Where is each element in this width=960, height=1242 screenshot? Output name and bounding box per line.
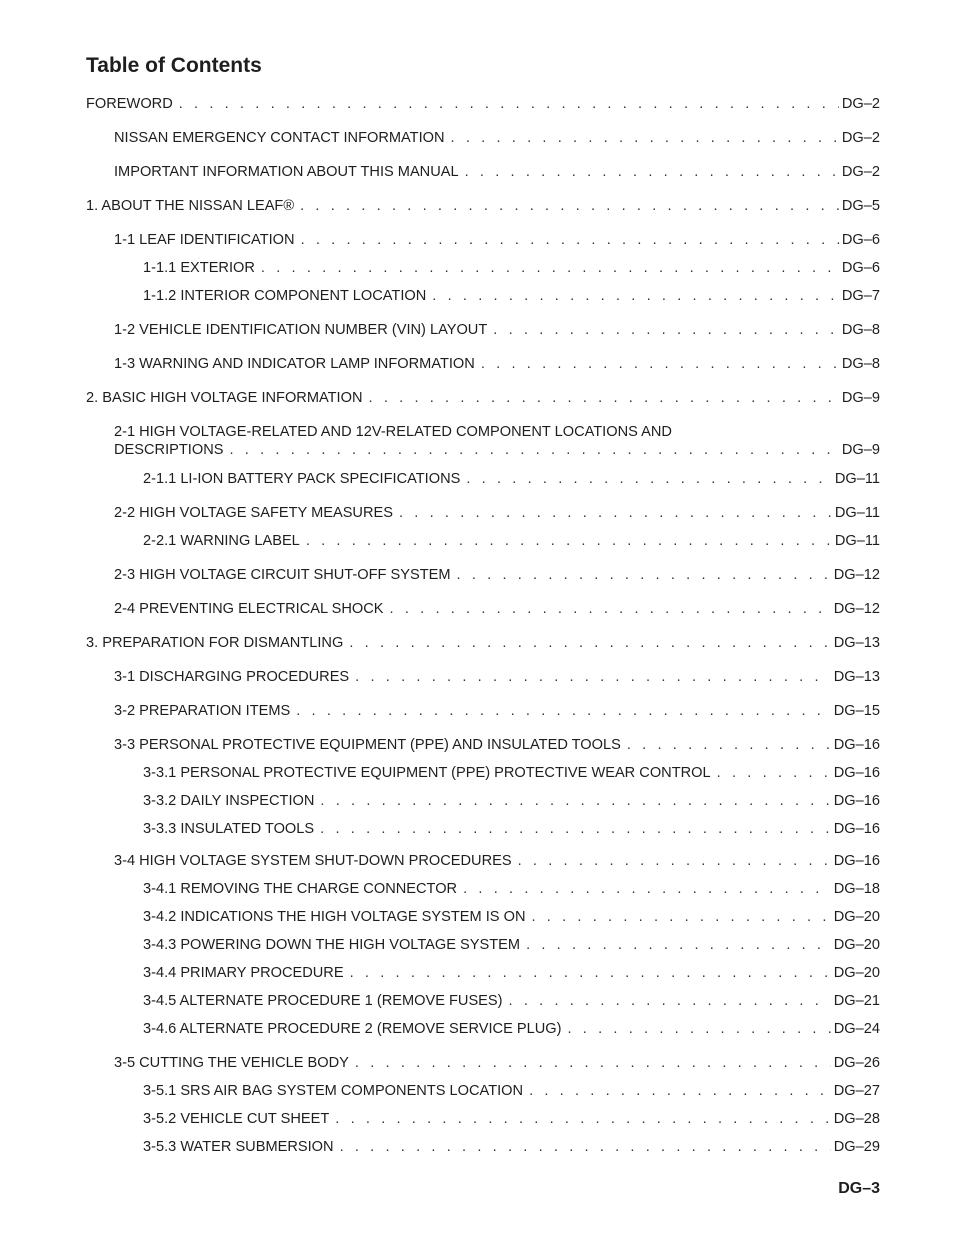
dot-leader (320, 820, 831, 838)
dot-leader (350, 964, 831, 982)
toc-entry-page: DG–20 (833, 965, 880, 981)
dot-leader (335, 1110, 830, 1128)
dot-leader (465, 163, 839, 181)
toc-entry-label: 3-3 PERSONAL PROTECTIVE EQUIPMENT (PPE) AND INSULATED TOOLS (114, 737, 621, 753)
toc-entry-label: 1-3 WARNING AND INDICATOR LAMP INFORMATION (114, 356, 475, 372)
dot-leader (300, 197, 839, 215)
dot-leader (355, 668, 831, 686)
toc-entry-page: DG–16 (833, 821, 880, 837)
toc-entry[interactable] (143, 532, 880, 550)
toc-entry-label: 3-1 DISCHARGING PROCEDURES (114, 669, 350, 685)
toc-entry-page: DG–16 (833, 737, 880, 753)
page-title: Table of Contents (86, 54, 262, 77)
toc-entry-page: DG–16 (833, 793, 880, 809)
toc-entry[interactable] (114, 736, 880, 754)
toc-entry-label: 3-5.1 SRS AIR BAG SYSTEM COMPONENTS LOCATION (143, 1083, 524, 1099)
toc-entry[interactable] (143, 259, 880, 277)
toc-entry-page: DG–11 (834, 533, 880, 549)
toc-entry[interactable] (114, 441, 880, 459)
toc-entry-label: 1-2 VEHICLE IDENTIFICATION NUMBER (VIN) LAYOUT (114, 322, 488, 338)
toc-entry-page: DG–27 (833, 1083, 880, 1099)
toc-entry-label: 1-1.1 EXTERIOR (143, 260, 255, 276)
toc-entry[interactable] (143, 1082, 880, 1100)
toc-entry-label: 2-3 HIGH VOLTAGE CIRCUIT SHUT-OFF SYSTEM (114, 567, 451, 583)
toc-entry[interactable] (86, 95, 880, 113)
toc-entry-label: 2-4 PREVENTING ELECTRICAL SHOCK (114, 601, 384, 617)
toc-entry[interactable] (114, 355, 880, 373)
toc-entry-page: DG–8 (841, 356, 880, 372)
toc-entry-label: 3-4.5 ALTERNATE PROCEDURE 1 (REMOVE FUSES) (143, 993, 503, 1009)
toc-entry-label: NISSAN EMERGENCY CONTACT INFORMATION (114, 130, 445, 146)
dot-leader (457, 566, 831, 584)
toc-entry-page: DG–9 (841, 390, 880, 406)
toc-entry[interactable] (114, 321, 880, 339)
toc-entry-label: 1-1.2 INTERIOR COMPONENT LOCATION (143, 288, 427, 304)
toc-entry[interactable] (143, 992, 880, 1010)
toc-entry[interactable] (143, 470, 880, 488)
dot-leader (567, 1020, 830, 1038)
toc-entry[interactable] (143, 764, 880, 782)
dot-leader (529, 1082, 831, 1100)
toc-entry-label: 3. PREPARATION FOR DISMANTLING (86, 635, 344, 651)
toc-entry[interactable] (114, 1054, 880, 1072)
toc-entry[interactable] (143, 1110, 880, 1128)
toc-entry-label: FOREWORD (86, 96, 173, 112)
toc-entry-page: DG–11 (834, 505, 880, 521)
toc-entry[interactable] (86, 634, 880, 652)
toc-entry-label: 3-4.1 REMOVING THE CHARGE CONNECTOR (143, 881, 458, 897)
toc-entry[interactable] (86, 197, 880, 215)
toc-entry-page: DG–11 (834, 471, 880, 487)
dot-leader (306, 532, 832, 550)
page-number: DG–3 (838, 1180, 880, 1197)
toc-entry-label: 3-3.2 DAILY INSPECTION (143, 793, 315, 809)
toc-entry[interactable] (114, 231, 880, 249)
toc-entry-label: 2-1.1 LI-ION BATTERY PACK SPECIFICATIONS (143, 471, 461, 487)
toc-entry-page: DG–16 (833, 765, 880, 781)
dot-leader (526, 936, 831, 954)
toc-entry[interactable] (114, 129, 880, 147)
dot-leader (509, 992, 831, 1010)
dot-leader (369, 389, 839, 407)
toc-entry-page: DG–7 (841, 288, 880, 304)
toc-entry[interactable] (143, 820, 880, 838)
dot-leader (531, 908, 830, 926)
toc-entry-page: DG–16 (833, 853, 880, 869)
toc-entry-page: DG–20 (833, 937, 880, 953)
toc-entry-label: 3-5 CUTTING THE VEHICLE BODY (114, 1055, 349, 1071)
toc-entry[interactable] (114, 600, 880, 618)
dot-leader (399, 504, 832, 522)
toc-entry-page: DG–8 (841, 322, 880, 338)
toc-entry-page: DG–28 (833, 1111, 880, 1127)
toc-entry-label: 3-4.6 ALTERNATE PROCEDURE 2 (REMOVE SERVICE PLUG) (143, 1021, 562, 1037)
dot-leader (717, 764, 831, 782)
toc-entry-label: DESCRIPTIONS (114, 442, 224, 458)
toc-entry[interactable] (143, 1020, 880, 1038)
dot-leader (493, 321, 839, 339)
toc-entry-label: 3-2 PREPARATION ITEMS (114, 703, 291, 719)
toc-entry[interactable] (114, 852, 880, 870)
toc-entry-page: DG–2 (841, 96, 880, 112)
toc-entry-label: 3-5.2 VEHICLE CUT SHEET (143, 1111, 330, 1127)
toc-entry-label: 3-3.3 INSULATED TOOLS (143, 821, 315, 837)
toc-entry[interactable] (143, 908, 880, 926)
dot-leader (627, 736, 831, 754)
toc-entry-label: 1-1 LEAF IDENTIFICATION (114, 232, 295, 248)
toc-entry-page: DG–6 (841, 260, 880, 276)
toc-entry-label: 1. ABOUT THE NISSAN LEAF® (86, 198, 295, 214)
toc-entry[interactable] (143, 964, 880, 982)
toc-entry-page: DG–9 (841, 442, 880, 458)
toc-entry[interactable] (114, 163, 880, 181)
toc-entry-label: 3-4.4 PRIMARY PROCEDURE (143, 965, 344, 981)
toc-entry-page: DG–20 (833, 909, 880, 925)
dot-leader (390, 600, 831, 618)
toc-entry-label: IMPORTANT INFORMATION ABOUT THIS MANUAL (114, 164, 459, 180)
toc-entry[interactable] (86, 389, 880, 407)
dot-leader (320, 792, 830, 810)
toc-entry[interactable] (143, 936, 880, 954)
toc-entry-page: DG–26 (833, 1055, 880, 1071)
toc-entry-page: DG–5 (841, 198, 880, 214)
toc-entry-page: DG–15 (833, 703, 880, 719)
toc-entry-label: 3-3.1 PERSONAL PROTECTIVE EQUIPMENT (PPE) PROTECTIVE WEAR CONTROL (143, 765, 711, 781)
toc-entry[interactable] (114, 566, 880, 584)
toc-entry-label: 3-4 HIGH VOLTAGE SYSTEM SHUT-DOWN PROCEDURES (114, 853, 512, 869)
toc-entry-label-line1[interactable]: 2-1 HIGH VOLTAGE-RELATED AND 12V-RELATED COMPONENT LOCATIONS AND (114, 424, 672, 440)
toc-entry-page: DG–24 (833, 1021, 880, 1037)
toc-entry-page: DG–12 (833, 567, 880, 583)
dot-leader (179, 95, 839, 113)
dot-leader (432, 287, 839, 305)
toc-entry-page: DG–2 (841, 130, 880, 146)
toc-entry-page: DG–2 (841, 164, 880, 180)
toc-entry-page: DG–21 (833, 993, 880, 1009)
toc-entry[interactable] (143, 792, 880, 810)
dot-leader (451, 129, 839, 147)
toc-entry-label: 2. BASIC HIGH VOLTAGE INFORMATION (86, 390, 363, 406)
toc-entry[interactable] (143, 1138, 880, 1156)
toc-entry-page: DG–13 (833, 669, 880, 685)
toc-entry[interactable] (114, 702, 880, 720)
dot-leader (229, 441, 838, 459)
toc-entry-page: DG–12 (833, 601, 880, 617)
toc-entry[interactable] (114, 504, 880, 522)
toc-entry-label: 3-4.2 INDICATIONS THE HIGH VOLTAGE SYSTEM IS ON (143, 909, 526, 925)
dot-leader (296, 702, 831, 720)
dot-leader (261, 259, 839, 277)
dot-leader (349, 634, 830, 652)
dot-leader (466, 470, 831, 488)
dot-leader (518, 852, 831, 870)
toc-entry-label: 3-5.3 WATER SUBMERSION (143, 1139, 334, 1155)
toc-entry-page: DG–18 (833, 881, 880, 897)
toc-entry-page: DG–6 (841, 232, 880, 248)
toc-entry[interactable] (114, 668, 880, 686)
dot-leader (481, 355, 839, 373)
dot-leader (355, 1054, 831, 1072)
dot-leader (340, 1138, 831, 1156)
toc-entry-page: DG–13 (833, 635, 880, 651)
toc-entry-page: DG–29 (833, 1139, 880, 1155)
toc-entry-label: 2-2 HIGH VOLTAGE SAFETY MEASURES (114, 505, 393, 521)
toc-entry-label: 3-4.3 POWERING DOWN THE HIGH VOLTAGE SYSTEM (143, 937, 521, 953)
toc-entry-label: 2-2.1 WARNING LABEL (143, 533, 300, 549)
toc-entry[interactable] (143, 880, 880, 898)
dot-leader (301, 231, 839, 249)
toc-entry[interactable] (143, 287, 880, 305)
dot-leader (463, 880, 831, 898)
